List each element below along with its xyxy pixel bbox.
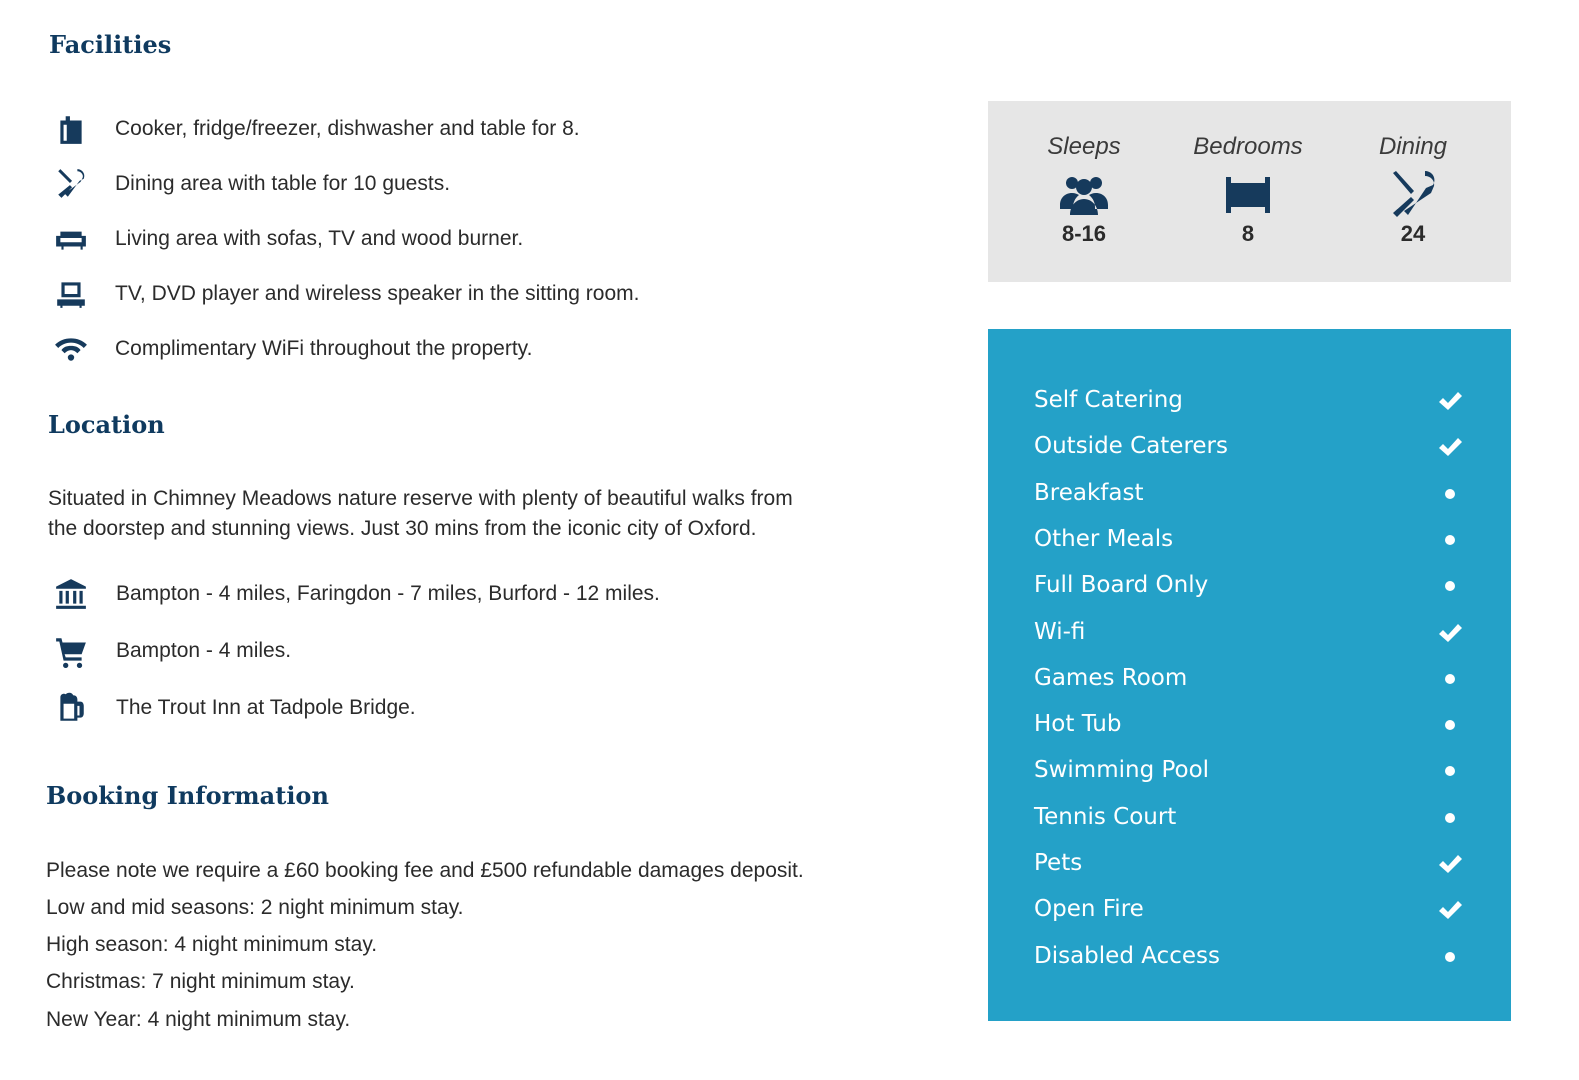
amenity-label: Tennis Court <box>1034 804 1177 830</box>
wifi-icon <box>51 329 91 369</box>
stat-sleeps <box>1009 133 1159 247</box>
location-text: The Trout Inn at Tadpole Bridge. <box>116 696 416 719</box>
stat-label: Bedrooms <box>1193 133 1303 160</box>
facility-text: Complimentary WiFi throughout the property. <box>115 337 533 360</box>
amenity-label: Wi-fi <box>1034 619 1086 645</box>
landmark-icon <box>51 574 91 614</box>
amenity-row <box>1034 937 1464 977</box>
amenity-label: Self Catering <box>1034 387 1183 413</box>
amenity-row <box>1034 427 1464 467</box>
check-icon <box>1436 435 1464 459</box>
sofa-icon <box>51 219 91 259</box>
facility-text: Living area with sofas, TV and wood burner. <box>115 227 524 250</box>
facility-text: Dining area with table for 10 guests. <box>115 172 451 195</box>
amenity-row <box>1034 566 1464 606</box>
dot-icon <box>1436 482 1464 506</box>
dot-icon <box>1436 667 1464 691</box>
booking-line: Low and mid seasons: 2 night minimum stay. <box>46 896 464 919</box>
amenities-box <box>988 329 1511 1021</box>
amenity-row <box>1034 751 1464 791</box>
stat-value: 8 <box>1241 221 1255 246</box>
amenity-label: Disabled Access <box>1034 943 1220 969</box>
amenity-label: Swimming Pool <box>1034 757 1210 783</box>
location-description-line-1: Situated in Chimney Meadows nature reserve with plenty of beautiful walks from <box>48 487 793 510</box>
location-text: Bampton - 4 miles, Faringdon - 7 miles, Burford - 12 miles. <box>116 582 660 605</box>
amenity-row <box>1034 474 1464 514</box>
amenity-row <box>1034 613 1464 653</box>
dot-icon <box>1436 945 1464 969</box>
amenity-label: Full Board Only <box>1034 572 1209 598</box>
stat-value: 24 <box>1400 221 1426 246</box>
location-item-towns <box>51 574 660 614</box>
shopping-cart-icon <box>51 631 91 671</box>
booking-line: New Year: 4 night minimum stay. <box>46 1008 351 1031</box>
facility-item-tv <box>51 274 639 314</box>
facility-text: Cooker, fridge/freezer, dishwasher and table for 8. <box>115 117 580 140</box>
booking-line: High season: 4 night minimum stay. <box>46 933 378 956</box>
amenity-label: Breakfast <box>1034 480 1144 506</box>
check-icon <box>1436 852 1464 876</box>
amenity-row <box>1034 381 1464 421</box>
stat-label: Sleeps <box>1047 133 1121 160</box>
amenity-row <box>1034 659 1464 699</box>
facility-item-kitchen <box>51 109 580 149</box>
facility-item-dining <box>51 164 450 204</box>
location-text: Bampton - 4 miles. <box>116 639 292 662</box>
amenity-row <box>1034 844 1464 884</box>
tv-icon <box>51 274 91 314</box>
dot-icon <box>1436 528 1464 552</box>
amenity-row <box>1034 890 1464 930</box>
amenity-label: Games Room <box>1034 665 1188 691</box>
stat-dining <box>1338 133 1488 247</box>
amenity-row <box>1034 705 1464 745</box>
facility-text: TV, DVD player and wireless speaker in the sitting room. <box>115 282 640 305</box>
check-icon <box>1436 621 1464 645</box>
people-group-icon <box>1058 171 1110 217</box>
facilities-heading: Facilities <box>49 30 172 59</box>
amenity-row <box>1034 520 1464 560</box>
location-item-pub <box>51 688 416 728</box>
booking-heading: Booking Information <box>46 781 329 810</box>
amenity-row <box>1034 798 1464 838</box>
amenity-label: Open Fire <box>1034 896 1144 922</box>
location-item-shops <box>51 631 291 671</box>
check-icon <box>1436 389 1464 413</box>
booking-line: Christmas: 7 night minimum stay. <box>46 970 355 993</box>
check-icon <box>1436 898 1464 922</box>
property-stats-box <box>988 101 1511 282</box>
dot-icon <box>1436 806 1464 830</box>
location-heading: Location <box>48 410 165 439</box>
utensils-icon <box>1387 171 1439 217</box>
utensils-icon <box>51 164 91 204</box>
amenity-label: Other Meals <box>1034 526 1174 552</box>
dot-icon <box>1436 713 1464 737</box>
booking-line: Please note we require a £60 booking fee and £500 refundable damages deposit. <box>46 859 804 882</box>
stat-bedrooms <box>1173 133 1323 247</box>
dot-icon <box>1436 759 1464 783</box>
facility-item-living <box>51 219 523 259</box>
amenity-label: Outside Caterers <box>1034 433 1228 459</box>
stat-label: Dining <box>1378 133 1448 160</box>
bed-icon <box>1222 171 1274 217</box>
beer-mug-icon <box>51 688 91 728</box>
stat-value: 8-16 <box>1061 221 1107 246</box>
dot-icon <box>1436 574 1464 598</box>
facility-item-wifi <box>51 329 532 369</box>
amenity-label: Hot Tub <box>1034 711 1122 737</box>
amenity-label: Pets <box>1034 850 1083 876</box>
kitchen-icon <box>51 109 91 149</box>
location-description-line-2: the doorstep and stunning views. Just 30 mins from the iconic city of Oxford. <box>48 517 757 540</box>
